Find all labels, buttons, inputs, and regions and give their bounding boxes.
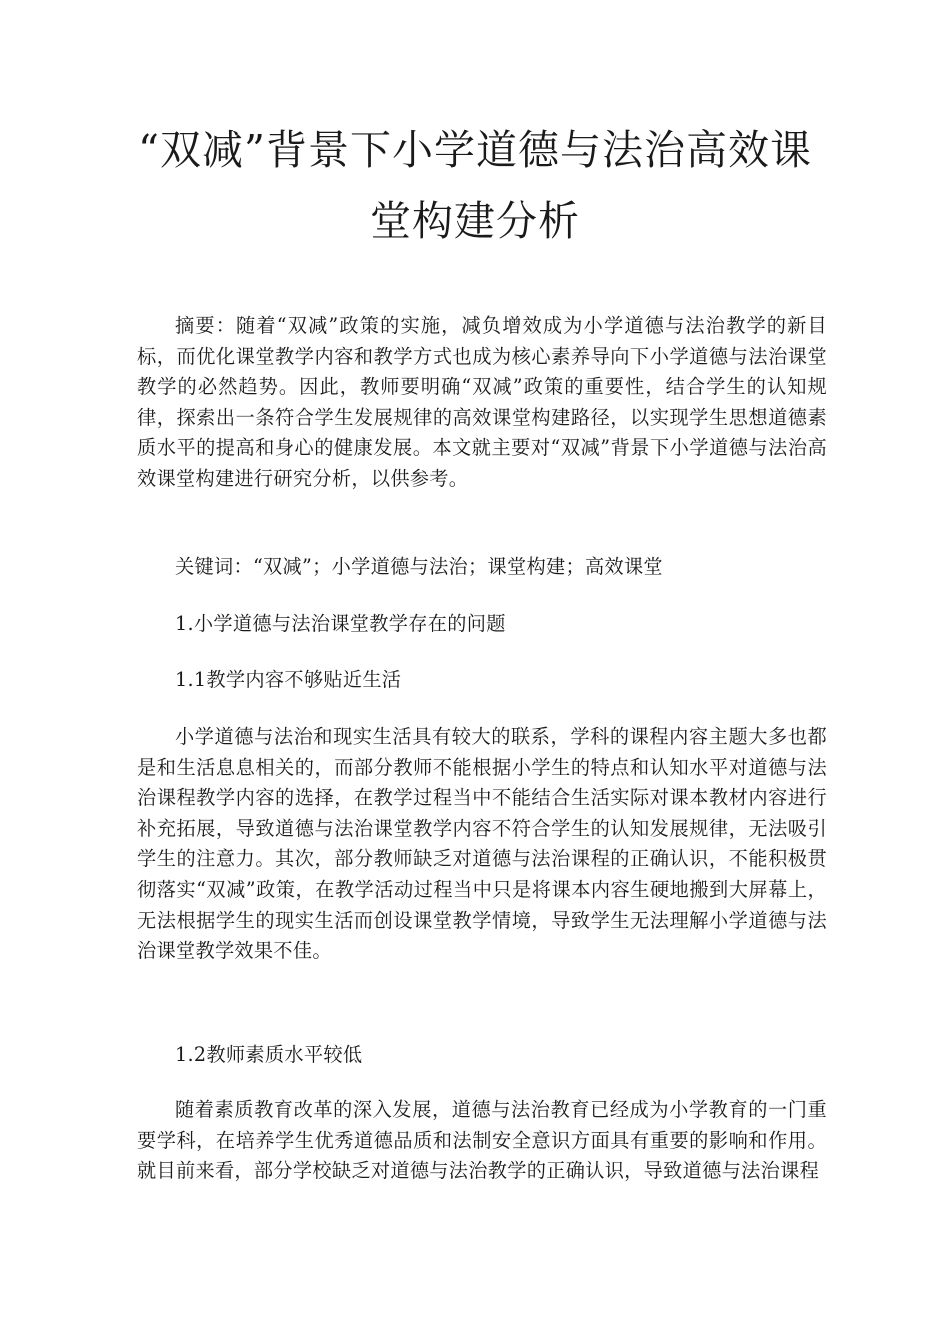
abstract-paragraph: 摘要：随着“双减”政策的实施，减负增效成为小学道德与法治教学的新目标，而优化课堂教学内容和教学方式也成为核心素养导向下小学道德与法治课堂教学的必然趋势。因此，教师要明确“双减”政策的重要性，结合学生的认知规律，探索出一条符合学生发展规律的高效课堂构建路径，以实现学生思想道德素质水平的提高和身心的健康发展。本文就主要对“双减”背景下小学道德与法治高效课堂构建进行研究分析，以供参考。 <box>137 314 827 490</box>
section-1-1-heading: 1.1教学内容不够贴近生活 <box>175 668 402 691</box>
section-1-1-paragraph: 小学道德与法治和现实生活具有较大的联系，学科的课程内容主题大多也都是和生活息息相关的，而部分教师不能根据小学生的特点和认知水平对道德与法治课程教学内容的选择，在教学过程当中不能结合生活实际对课本教材内容进行补充拓展，导致道德与法治课堂教学内容不符合学生的认知发展规律，无法吸引学生的注意力。其次，部分教师缺乏对道德与法治课程的正确认识，不能积极贯彻落实“双减”政策，在教学活动过程当中只是将课本内容生硬地搬到大屏幕上，无法根据学生的现实生活而创设课堂教学情境，导致学生无法理解小学道德与法治课堂教学效果不佳。 <box>137 725 827 963</box>
document-title-line2: 堂构建分析 <box>370 197 580 245</box>
keywords-line: 关键词：“双减”；小学道德与法治；课堂构建；高效课堂 <box>175 555 663 578</box>
document-title-line1: “双减”背景下小学道德与法治高效课 <box>138 126 812 174</box>
section-1-heading: 1.小学道德与法治课堂教学存在的问题 <box>175 612 506 635</box>
section-1-2-paragraph: 随着素质教育改革的深入发展，道德与法治教育已经成为小学教育的一门重要学科，在培养学生优秀道德品质和法制安全意识方面具有重要的影响和作用。就目前来看，部分学校缺乏对道德与法治教学的正确认识，导致道德与法治课程 <box>137 1098 827 1183</box>
section-1-2-heading: 1.2教师素质水平较低 <box>175 1043 363 1066</box>
